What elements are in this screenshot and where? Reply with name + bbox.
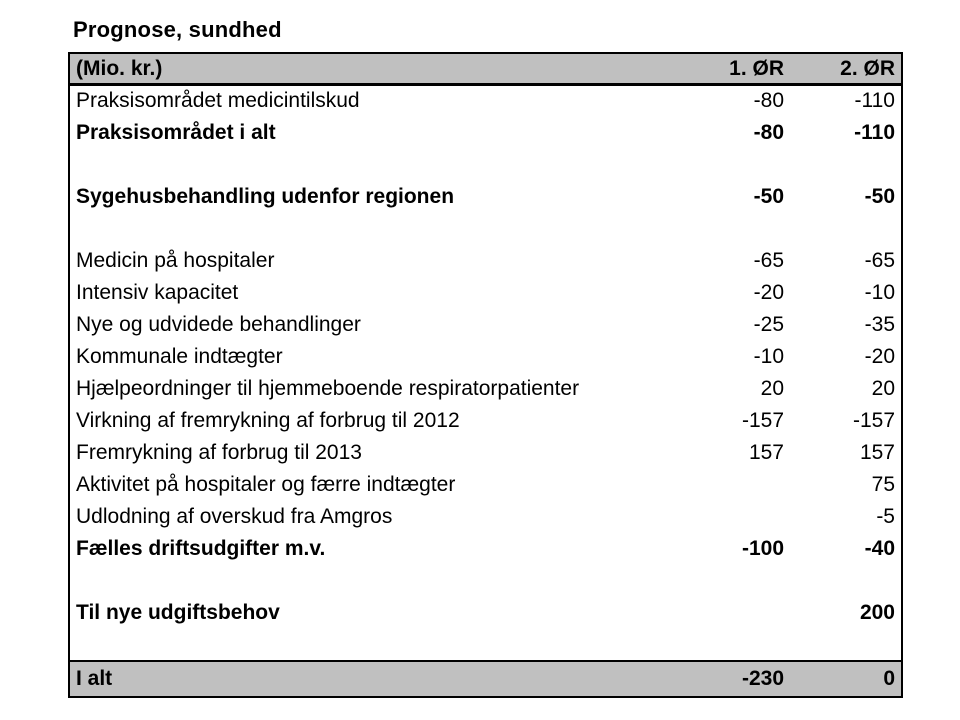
row-value-or2: -50 [864, 184, 895, 208]
row-value-or1 [632, 149, 790, 181]
table-row [69, 597, 902, 629]
total-value-or2: 0 [790, 661, 902, 697]
row-label: Hjælpeordninger til hjemmeboende respiratorpatienter [76, 376, 580, 400]
row-value-or1 [632, 213, 790, 245]
prognosis-table [68, 52, 903, 698]
row-label: Virkning af fremrykning af forbrug til 2012 [76, 408, 460, 432]
table-total-row [69, 661, 902, 697]
row-value-or1: -100 [741, 536, 784, 560]
row-value-or1 [632, 597, 790, 629]
row-value-or2: -10 [864, 280, 895, 304]
row-value-or2: -110 [854, 120, 895, 144]
row-value-or1: -25 [753, 312, 784, 336]
row-value-or1: -50 [753, 184, 784, 208]
row-value-or1: -157 [741, 408, 784, 432]
table-row [69, 501, 902, 533]
row-label [69, 149, 632, 181]
table-row [69, 341, 902, 373]
row-label: Til nye udgiftsbehov [76, 600, 280, 624]
row-value-or1 [632, 501, 790, 533]
row-value-or1 [632, 469, 790, 501]
row-value-or2 [790, 629, 902, 661]
row-value-or2 [790, 213, 902, 245]
row-value-or1 [632, 629, 790, 661]
table-row [69, 181, 902, 213]
table-row [69, 565, 902, 597]
table-row [69, 437, 902, 469]
row-label: Sygehusbehandling udenfor regionen [76, 184, 455, 208]
row-value-or1: 157 [748, 440, 784, 464]
table-row [69, 373, 902, 405]
row-value-or2: 20 [871, 376, 895, 400]
header-or2: 2. ØR [790, 53, 902, 85]
table-row [69, 533, 902, 565]
row-value-or2: 157 [859, 440, 895, 464]
table-row [69, 309, 902, 341]
row-value-or2 [790, 149, 902, 181]
row-label: Medicin på hospitaler [76, 248, 275, 272]
row-value-or1: 20 [760, 376, 784, 400]
row-value-or1: -80 [753, 120, 784, 144]
table-body [69, 85, 902, 661]
row-value-or2: -5 [876, 504, 895, 528]
table-header-row [69, 53, 902, 85]
page-title: Prognose, sundhed [73, 17, 282, 42]
row-label: Udlodning af overskud fra Amgros [76, 504, 393, 528]
row-value-or2 [790, 565, 902, 597]
row-label [69, 629, 632, 661]
row-label [69, 213, 632, 245]
row-value-or2: 200 [859, 600, 895, 624]
row-label: Nye og udvidede behandlinger [76, 312, 361, 336]
total-value-or1: -230 [632, 661, 790, 697]
table-row [69, 469, 902, 501]
row-label [69, 565, 632, 597]
row-value-or2: -40 [864, 536, 895, 560]
row-label: Fremrykning af forbrug til 2013 [76, 440, 362, 464]
row-value-or2: -65 [864, 248, 895, 272]
row-value-or1 [632, 565, 790, 597]
table-row [69, 149, 902, 181]
table-row [69, 629, 902, 661]
row-label: Praksisområdet i alt [76, 120, 276, 144]
row-label: Praksisområdet medicintilskud [76, 89, 360, 113]
row-value-or1: -10 [753, 344, 784, 368]
table-row [69, 277, 902, 309]
row-value-or2: -110 [854, 89, 895, 113]
row-label: Aktivitet på hospitaler og færre indtægter [76, 472, 456, 496]
row-value-or1: -20 [753, 280, 784, 304]
row-value-or1: -65 [753, 248, 784, 272]
header-unit-label: (Mio. kr.) [69, 53, 632, 85]
row-label: Intensiv kapacitet [76, 280, 239, 304]
row-value-or2: -157 [852, 408, 895, 432]
table-row [69, 85, 902, 117]
total-label: I alt [69, 661, 632, 697]
row-label: Kommunale indtægter [76, 344, 283, 368]
header-or1: 1. ØR [632, 53, 790, 85]
row-value-or2: 75 [871, 472, 895, 496]
table-row [69, 405, 902, 437]
row-value-or1: -80 [753, 89, 784, 113]
table-row [69, 245, 902, 277]
row-value-or2: -20 [864, 344, 895, 368]
row-value-or2: -35 [864, 312, 895, 336]
row-label: Fælles driftsudgifter m.v. [76, 536, 326, 560]
table-row [69, 117, 902, 149]
table-row [69, 213, 902, 245]
